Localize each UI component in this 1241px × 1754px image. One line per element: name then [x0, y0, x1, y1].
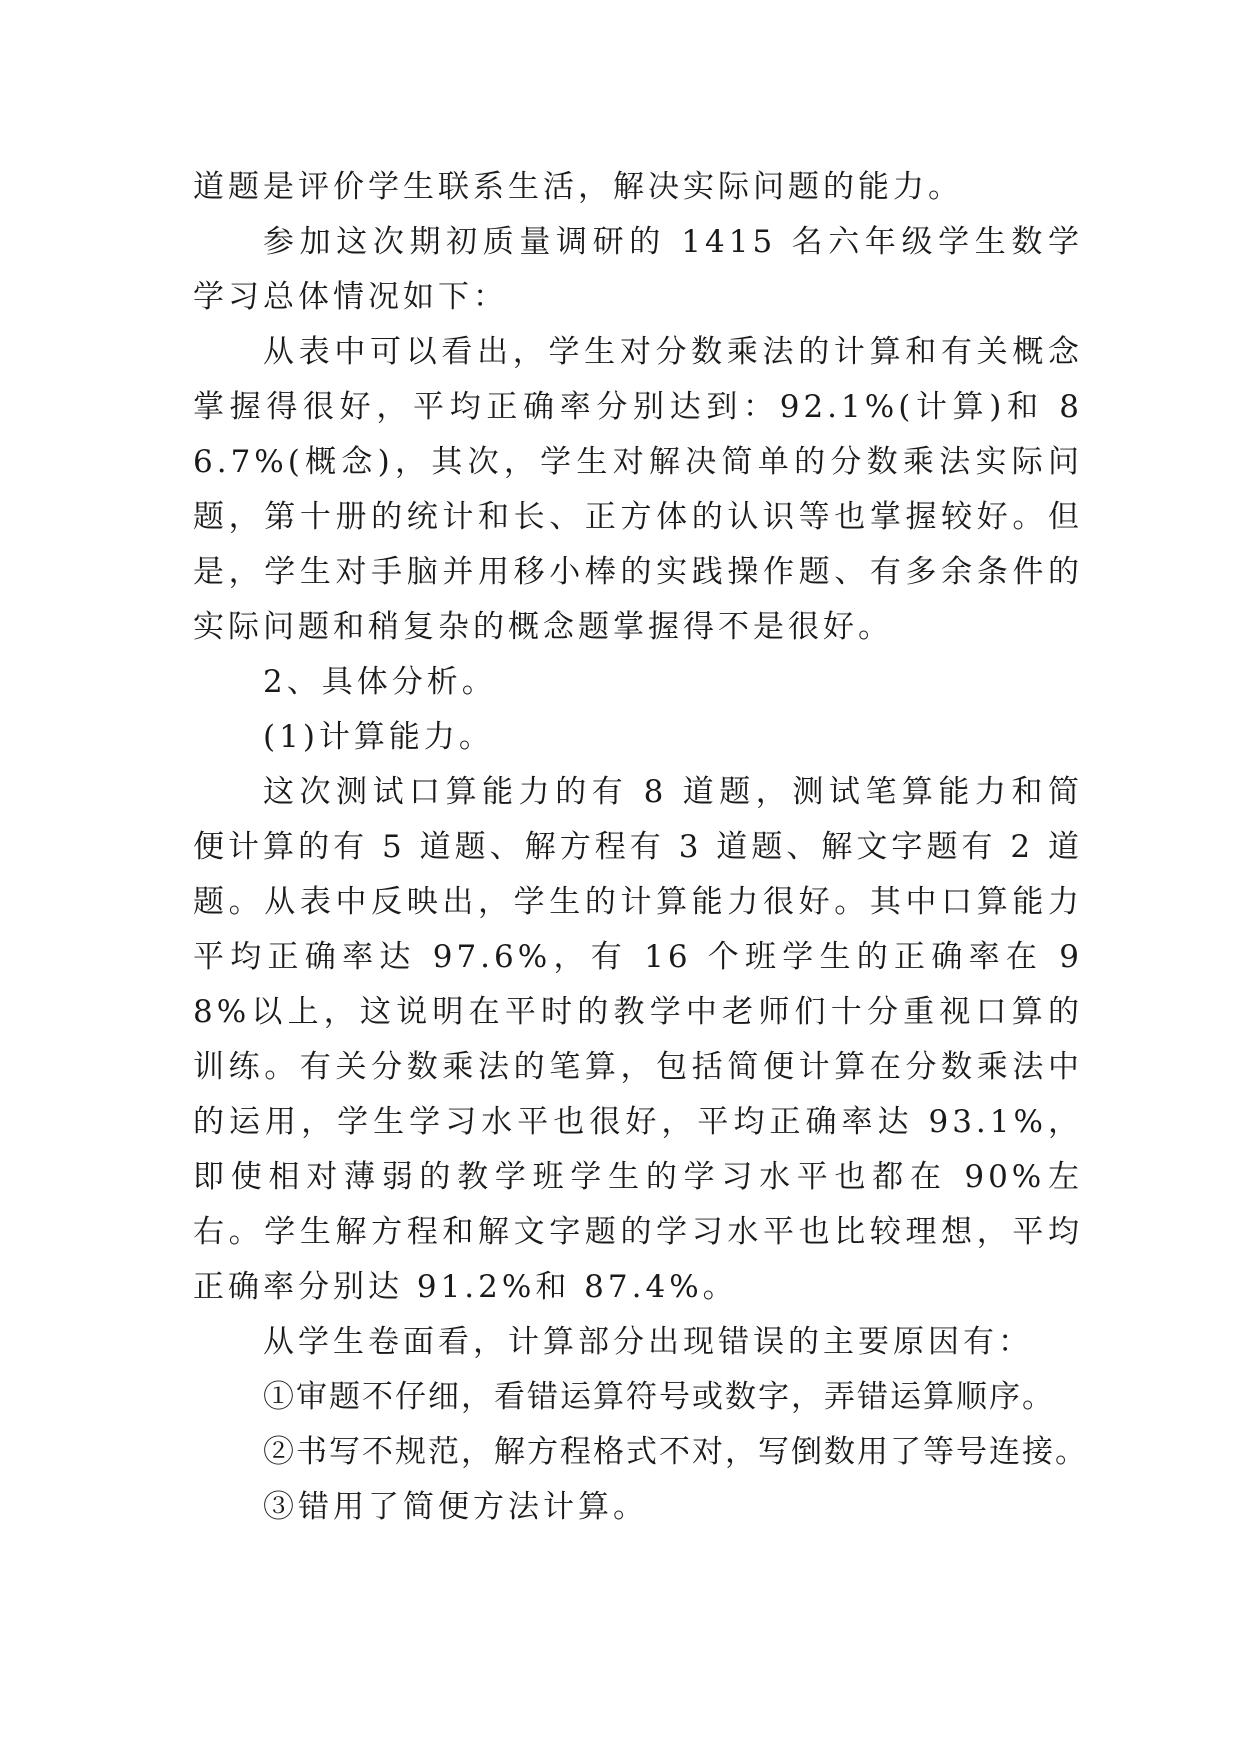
- list-item-error-3: ③错用了简便方法计算。: [263, 1489, 648, 1525]
- paragraph-table-summary: 从表中可以看出，学生对分数乘法的计算和有关概念掌握得很好，平均正确率分别达到：92.1%(计算)和 86.7%(概念)，其次，学生对解决简单的分数乘法实际问题，第十册的统计和长、正方体的认识等也掌握较好。但是，学生对手脑并用移小棒的实践操作题、有多余条件的实际问题和稍复杂的概念题掌握得不是很好。: [193, 334, 1083, 645]
- section-heading-analysis: 2、具体分析。: [263, 664, 497, 700]
- list-item-error-1: ①审题不仔细，看错运算符号或数字，弄错运算顺序。: [263, 1379, 1055, 1415]
- document-body: [193, 160, 1088, 1535]
- paragraph-error-causes-intro: 从学生卷面看，计算部分出现错误的主要原因有：: [263, 1324, 1033, 1360]
- list-item-error-2: ②书写不规范，解方程格式不对，写倒数用了等号连接。: [263, 1434, 1088, 1470]
- paragraph-intro-continuation: 道题是评价学生联系生活，解决实际问题的能力。: [193, 169, 963, 205]
- paragraph-survey-overview: 参加这次期初质量调研的 1415 名六年级学生数学学习总体情况如下：: [193, 224, 1083, 315]
- subsection-heading-calculation: (1)计算能力。: [263, 719, 494, 755]
- paragraph-calculation-details: 这次测试口算能力的有 8 道题，测试笔算能力和简便计算的有 5 道题、解方程有 3 道题、解文字题有 2 道题。从表中反映出，学生的计算能力很好。其中口算能力平均正确率达 97.6%，有 16 个班学生的正确率在 98%以上，这说明在平时的教学中老师们十分重视口算的训练。有关分数乘法的笔算，包括简便计算在分数乘法中的运用，学生学习水平也很好，平均正确率达 93.1%，即使相对薄弱的教学班学生的学习水平也都在 90%左右。学生解方程和解文字题的学习水平也比较理想，平均正确率分别达 91.2%和 87.4%。: [193, 774, 1083, 1305]
